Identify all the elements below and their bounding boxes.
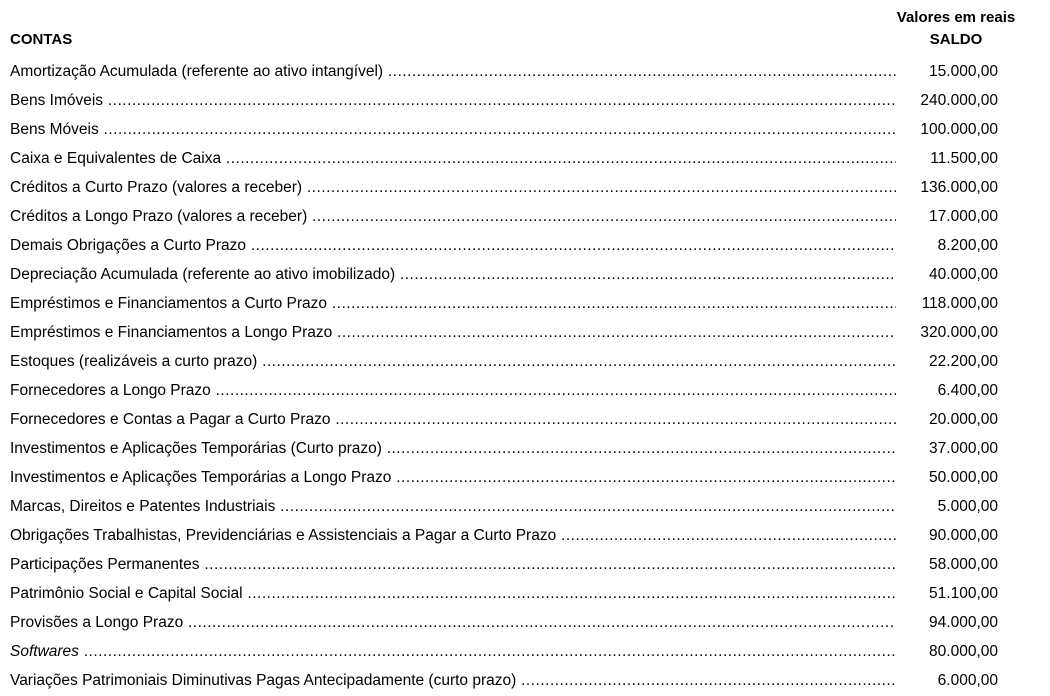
table-row (0, 667, 1050, 696)
table-row (0, 203, 1050, 232)
table-row (0, 232, 1050, 261)
table-row (0, 58, 1050, 87)
account-balance: 51.100,00 (929, 585, 998, 602)
table-row (0, 493, 1050, 522)
account-label: Estoques (realizáveis a curto prazo) (10, 353, 258, 370)
table-row (0, 609, 1050, 638)
account-label: Participações Permanentes (10, 556, 200, 573)
account-label: Obrigações Trabalhistas, Previdenciárias e Assistenciais a Pagar a Curto Prazo (10, 527, 557, 544)
table-row (0, 551, 1050, 580)
account-balance: 58.000,00 (929, 556, 998, 573)
account-balance: 11.500,00 (930, 150, 998, 167)
account-label: Fornecedores a Longo Prazo (10, 382, 211, 399)
account-balance: 100.000,00 (920, 121, 998, 138)
account-balance: 22.200,00 (929, 353, 998, 370)
account-balance: 80.000,00 (929, 643, 998, 660)
account-balance: 37.000,00 (929, 440, 998, 457)
account-label: Bens Imóveis (10, 92, 104, 109)
account-balance: 6.000,00 (937, 672, 998, 689)
account-balance: 50.000,00 (929, 469, 998, 486)
accounts-table (0, 58, 1050, 696)
account-label: Bens Móveis (10, 121, 99, 138)
account-label: Créditos a Curto Prazo (valores a receber) (10, 179, 303, 196)
table-row (0, 116, 1050, 145)
table-row (0, 377, 1050, 406)
table-row (0, 87, 1050, 116)
account-balance: 20.000,00 (929, 411, 998, 428)
account-balance: 320.000,00 (920, 324, 998, 341)
balance-column-header: SALDO (929, 31, 983, 48)
account-balance: 136.000,00 (920, 179, 998, 196)
table-row (0, 464, 1050, 493)
account-label: Créditos a Longo Prazo (valores a receber) (10, 208, 308, 225)
units-note: Valores em reais (896, 9, 1016, 26)
table-row (0, 435, 1050, 464)
account-balance: 8.200,00 (937, 237, 998, 254)
table-row (0, 406, 1050, 435)
account-balance: 40.000,00 (929, 266, 998, 283)
table-row (0, 348, 1050, 377)
account-balance: 94.000,00 (929, 614, 998, 631)
table-row (0, 261, 1050, 290)
accounts-column-header: CONTAS (10, 31, 73, 48)
account-label: Investimentos e Aplicações Temporárias a Longo Prazo (10, 469, 392, 486)
table-row (0, 580, 1050, 609)
account-label: Variações Patrimoniais Diminutivas Pagas Antecipadamente (curto prazo) (10, 672, 517, 689)
account-label: Fornecedores e Contas a Pagar a Curto Prazo (10, 411, 331, 428)
table-row (0, 290, 1050, 319)
account-label: Provisões a Longo Prazo (10, 614, 184, 631)
account-balance: 15.000,00 (929, 63, 998, 80)
table-row (0, 145, 1050, 174)
table-row (0, 174, 1050, 203)
table-row (0, 522, 1050, 551)
account-balance: 118.000,00 (921, 295, 998, 312)
account-balance: 90.000,00 (929, 527, 998, 544)
account-label: Demais Obrigações a Curto Prazo (10, 237, 247, 254)
account-balance: 5.000,00 (937, 498, 998, 515)
account-label: Patrimônio Social e Capital Social (10, 585, 243, 602)
account-label: Investimentos e Aplicações Temporárias (Curto prazo) (10, 440, 382, 457)
account-label: Softwares (10, 643, 79, 660)
account-balance: 17.000,00 (929, 208, 998, 225)
account-balance: 6.400,00 (937, 382, 998, 399)
account-label: Amortização Acumulada (referente ao ativo intangível) (10, 63, 384, 80)
account-balance: 240.000,00 (920, 92, 998, 109)
table-row (0, 638, 1050, 667)
account-label: Empréstimos e Financiamentos a Longo Prazo (10, 324, 333, 341)
table-row (0, 319, 1050, 348)
account-label: Depreciação Acumulada (referente ao ativo imobilizado) (10, 266, 396, 283)
account-label: Empréstimos e Financiamentos a Curto Prazo (10, 295, 328, 312)
account-label: Caixa e Equivalentes de Caixa (10, 150, 222, 167)
account-label: Marcas, Direitos e Patentes Industriais (10, 498, 276, 515)
